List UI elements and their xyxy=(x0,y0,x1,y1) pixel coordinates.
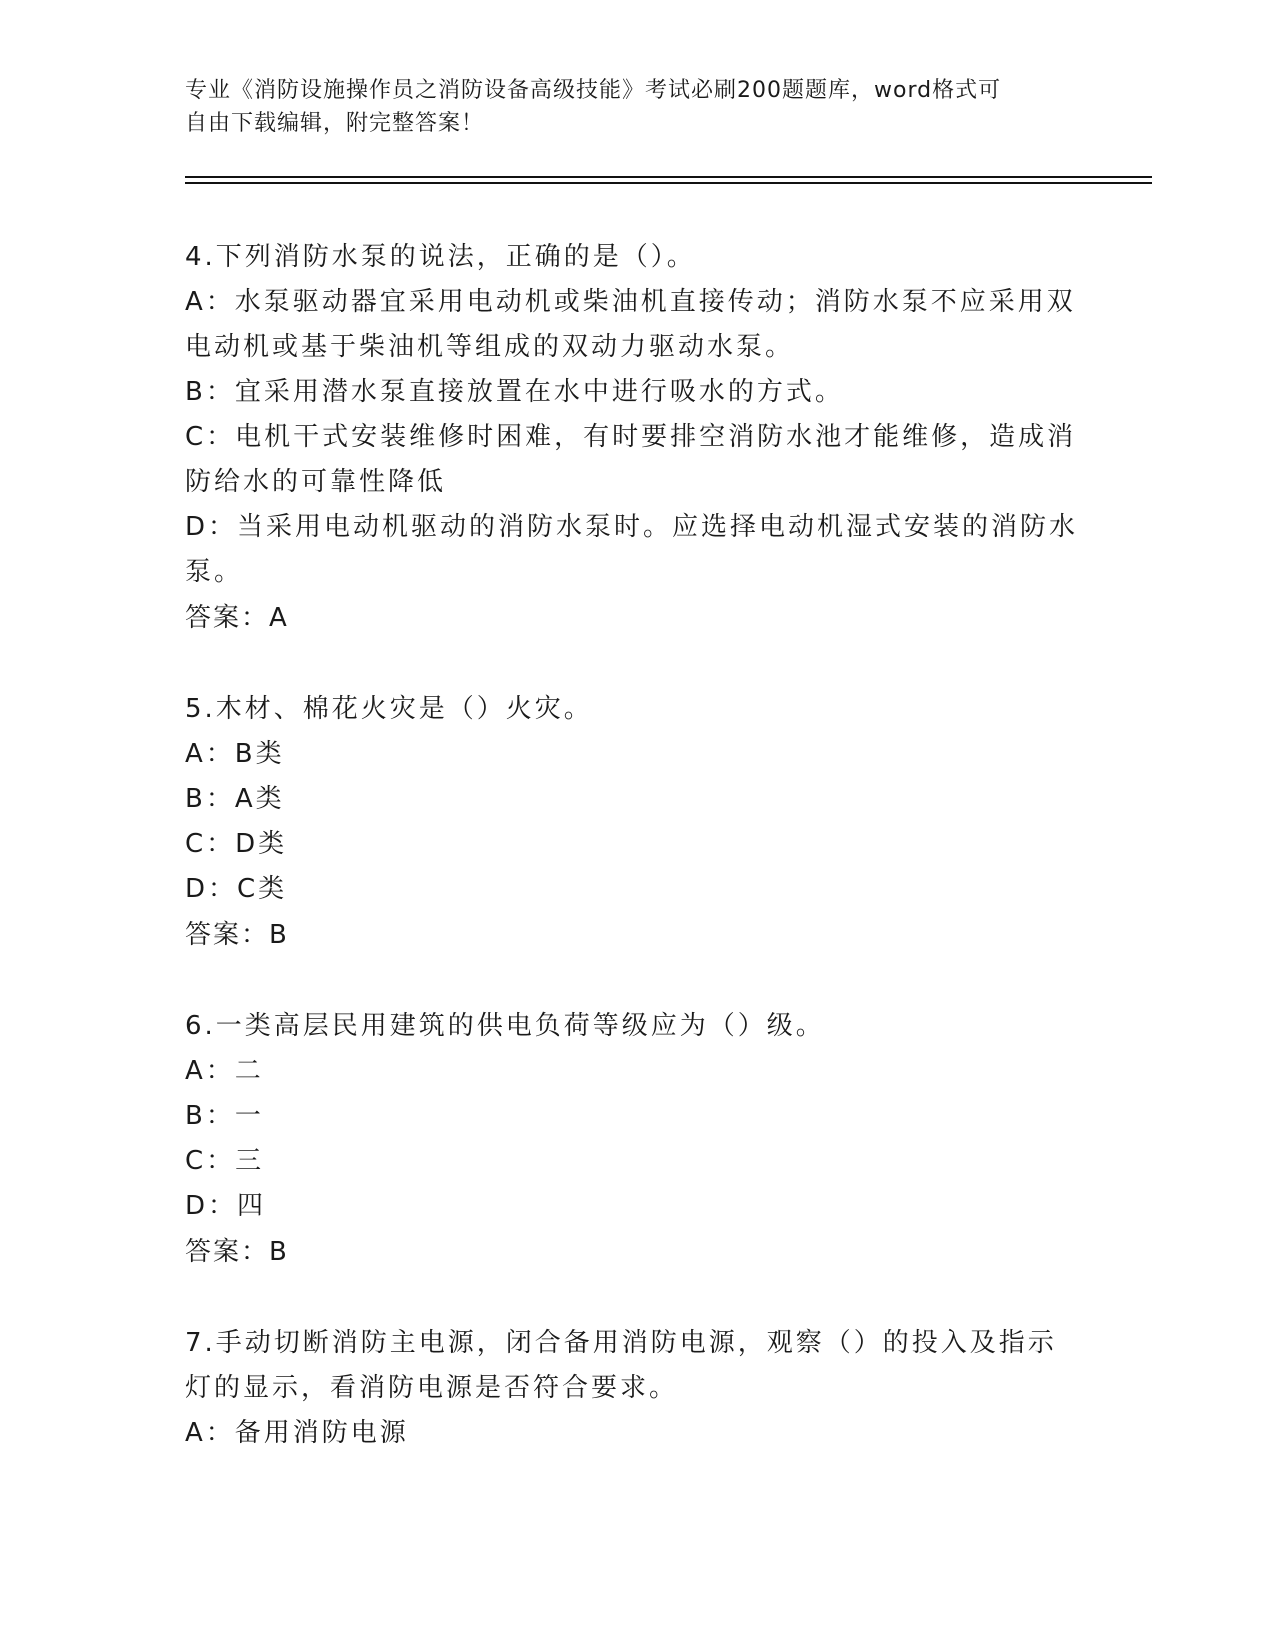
option-d: D：四 xyxy=(185,1191,267,1221)
answer-text: 答案：B xyxy=(185,1237,289,1267)
option-b: B：宜采用潜水泵直接放置在水中进行吸水的方式。 xyxy=(185,377,844,407)
header-divider-bottom xyxy=(185,182,1152,184)
option-b: B：一 xyxy=(185,1101,264,1131)
header-divider-top xyxy=(185,176,1152,178)
question-6 xyxy=(185,1004,1085,1275)
question-stem: 5.木材、棉花火灾是（）火灾。 xyxy=(185,694,593,724)
option-d: D：当采用电动机驱动的消防水泵时。应选择电动机湿式安装的消防水泵。 xyxy=(185,512,1079,587)
header-line-2: 自由下载编辑，附完整答案！ xyxy=(185,111,485,136)
question-5 xyxy=(185,687,1085,958)
header-line-1: 专业《消防设施操作员之消防设备高级技能》考试必刷200题题库，word格式可 xyxy=(185,78,1002,103)
question-stem: 4.下列消防水泵的说法，正确的是（）。 xyxy=(185,242,696,272)
option-c: C：三 xyxy=(185,1146,265,1176)
option-a: A：水泵驱动器宜采用电动机或柴油机直接传动；消防水泵不应采用双电动机或基于柴油机等组成的双动力驱动水泵。 xyxy=(185,287,1076,362)
question-stem: 7.手动切断消防主电源，闭合备用消防电源，观察（）的投入及指示灯的显示，看消防电源是否符合要求。 xyxy=(185,1328,1057,1403)
option-b: B：A类 xyxy=(185,784,285,814)
question-7 xyxy=(185,1321,1085,1456)
option-a: A：B类 xyxy=(185,739,285,769)
option-c: C：D类 xyxy=(185,829,288,859)
answer-text: 答案：B xyxy=(185,920,289,950)
option-a: A：二 xyxy=(185,1056,264,1086)
question-stem: 6.一类高层民用建筑的供电负荷等级应为（）级。 xyxy=(185,1011,825,1041)
option-d: D：C类 xyxy=(185,874,288,904)
answer-text: 答案：A xyxy=(185,603,289,633)
question-list xyxy=(185,235,1085,1502)
option-a: A：备用消防电源 xyxy=(185,1418,409,1448)
question-4 xyxy=(185,235,1085,641)
document-header xyxy=(185,74,1085,140)
option-c: C：电机干式安装维修时困难，有时要排空消防水池才能维修，造成消防给水的可靠性降低 xyxy=(185,422,1077,497)
